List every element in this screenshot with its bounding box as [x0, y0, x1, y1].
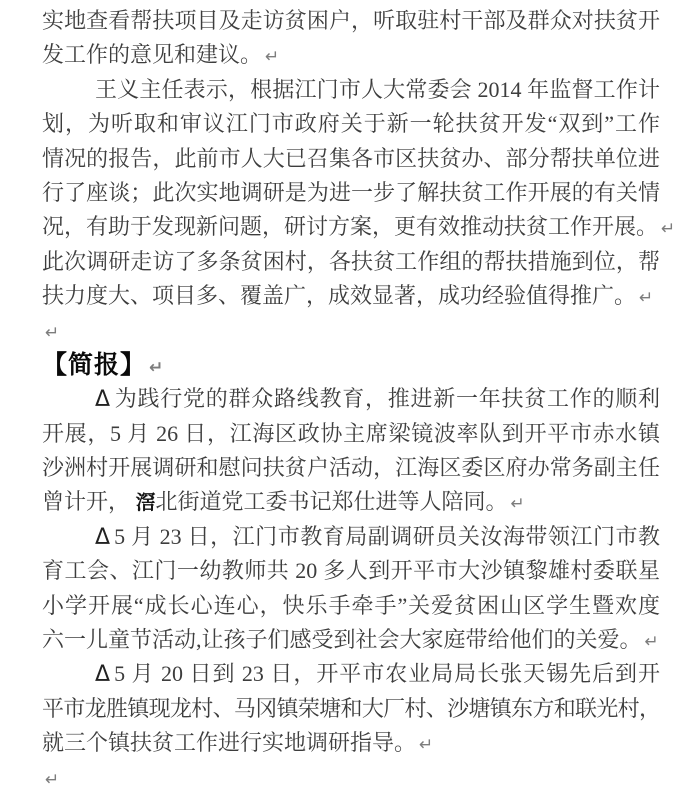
line-text: 情况的报告，此前市人大已召集各市区扶贫办、部分帮扶单位进 [42, 145, 660, 171]
text-line [42, 382, 660, 416]
paragraph-mark-icon: ↵ [45, 769, 60, 790]
line-text: 曾计开， [42, 489, 136, 515]
line-text: 开展，5 月 26 日，江海区政协主席梁镜波率队到开平市赤水镇 [42, 420, 660, 446]
paragraph-mark-icon: ↵ [639, 288, 654, 309]
text-line [42, 417, 660, 451]
empty-line [42, 314, 660, 348]
paragraph-mark-icon: ↵ [510, 494, 525, 515]
delta-marker: Δ [95, 662, 111, 688]
line-text: 况，有助于发现新问题，研讨方案，更有效推动扶贫工作开展。 [42, 214, 659, 240]
line-text: 行了座谈；此次实地调研是为进一步了解扶贫工作开展的有关情 [42, 179, 660, 205]
text-line [42, 726, 660, 760]
line-text: 发工作的意见和建议。 [42, 42, 263, 68]
line-text: 六一儿童节活动,让孩子们感受到社会大家庭带给他们的关爱。 [42, 627, 642, 653]
line-text: 育工会、江门一幼教师共 20 多人到开平市大沙镇黎雄村委联星 [42, 558, 660, 584]
line-text: 此次调研走访了多条贫困村，各扶贫工作组的帮扶措施到位，帮 [42, 248, 660, 274]
text-line [42, 4, 660, 38]
document-page [42, 4, 676, 795]
rare-character: 滘 [135, 492, 156, 515]
text-line [42, 107, 660, 141]
line-text: 北街道党工委书记郑仕进等人陪同。 [155, 489, 508, 515]
text-line [42, 176, 660, 210]
text-line [42, 657, 660, 691]
text-line [42, 279, 660, 313]
text-line [42, 692, 660, 726]
text-line [42, 38, 660, 72]
line-text: 5 月 20 日到 23 日，开平市农业局局长张天锡先后到开 [114, 661, 660, 687]
line-text: 扶力度大、项目多、覆盖广，成效显著，成功经验值得推广。 [42, 283, 637, 309]
text-line [42, 210, 676, 244]
text-line [42, 554, 660, 588]
line-text: 为践行党的群众路线教育，推进新一年扶贫工作的顺利 [114, 386, 660, 412]
line-text: 王义主任表示，根据江门市人大常委会 2014 年监督工作计 [95, 76, 660, 102]
paragraph-mark-icon: ↵ [661, 219, 676, 240]
text-line [42, 623, 660, 657]
delta-marker: Δ [95, 524, 111, 550]
line-text: 5 月 23 日，江门市教育局副调研员关汝海带领江门市教 [114, 523, 660, 549]
text-line [42, 589, 660, 623]
text-line [42, 245, 660, 279]
paragraph-mark-icon: ↵ [419, 735, 434, 756]
line-text: 【简报】 [42, 350, 147, 379]
text-line [42, 520, 660, 554]
line-text: 就三个镇扶贫工作进行实地调研指导。 [42, 730, 417, 756]
text-line [42, 451, 660, 485]
text-line [42, 485, 660, 519]
line-text: 小学开展“成长心连心，快乐手牵手”关爱贫困山区学生暨欢度 [42, 592, 660, 618]
line-text: 实地查看帮扶项目及走访贫困户，听取驻村干部及群众对扶贫开 [42, 8, 660, 33]
paragraph-mark-icon: ↵ [265, 47, 280, 68]
delta-marker: Δ [95, 387, 111, 413]
text-line [42, 142, 660, 176]
text-line [42, 73, 660, 107]
empty-line [42, 761, 660, 795]
section-heading [42, 348, 660, 382]
paragraph-mark-icon: ↵ [45, 322, 60, 343]
paragraph-mark-icon: ↵ [149, 357, 164, 378]
line-text: 平市龙胜镇现龙村、马冈镇荣塘和大厂村、沙塘镇东方和联光村， [42, 695, 660, 721]
paragraph-mark-icon: ↵ [644, 632, 659, 653]
line-text: 划，为听取和审议江门市政府关于新一轮扶贫开发“双到”工作 [42, 111, 660, 137]
line-text: 沙洲村开展调研和慰问扶贫户活动，江海区委区府办常务副主任 [42, 455, 660, 481]
